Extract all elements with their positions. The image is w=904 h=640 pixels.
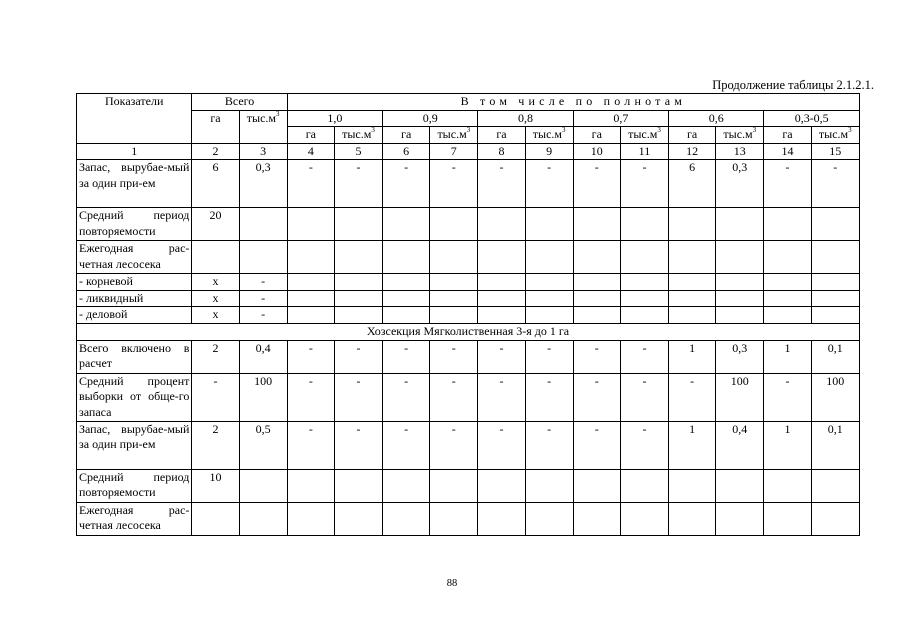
unit-volume-superscript: 3 bbox=[562, 126, 566, 134]
table-row bbox=[77, 274, 860, 291]
table-row bbox=[77, 373, 860, 421]
table-cell: 0,4 bbox=[716, 421, 764, 469]
table-cell: - bbox=[478, 340, 525, 373]
table-cell: - bbox=[573, 373, 620, 421]
header-density-4: 0,6 bbox=[669, 110, 764, 127]
table-cell: - bbox=[669, 373, 716, 421]
table-cell bbox=[383, 274, 430, 291]
table-cell: - bbox=[620, 340, 668, 373]
table-cell: - bbox=[764, 373, 811, 421]
table-cell: - bbox=[334, 421, 382, 469]
column-number: 5 bbox=[334, 143, 382, 160]
table-cell bbox=[669, 469, 716, 502]
table-cell bbox=[525, 307, 573, 324]
column-number: 12 bbox=[669, 143, 716, 160]
table-cell bbox=[811, 469, 859, 502]
table-cell: - bbox=[287, 160, 334, 208]
table-cell bbox=[478, 208, 525, 241]
header-density-ha: га bbox=[478, 127, 525, 144]
header-density-1: 0,9 bbox=[383, 110, 478, 127]
table-cell: х bbox=[192, 290, 239, 307]
section-title: Хозсекция Мягколиственная 3-я до 1 га bbox=[77, 323, 860, 340]
header-density-ha: га bbox=[669, 127, 716, 144]
table-cell bbox=[669, 274, 716, 291]
column-number: 6 bbox=[383, 143, 430, 160]
unit-volume-superscript: 3 bbox=[276, 110, 280, 118]
table-cell: х bbox=[192, 274, 239, 291]
page-number: 88 bbox=[446, 578, 458, 589]
table-cell bbox=[525, 469, 573, 502]
row-label: Запас, вырубае-мый за один при-ем bbox=[77, 421, 192, 469]
table-cell bbox=[478, 241, 525, 274]
table-cell: 0,5 bbox=[239, 421, 287, 469]
table-row bbox=[77, 307, 860, 324]
header-density-2: 0,8 bbox=[478, 110, 573, 127]
table-cell bbox=[669, 307, 716, 324]
table-cell bbox=[287, 290, 334, 307]
row-label: Ежегодная рас-четная лесосека bbox=[77, 241, 192, 274]
table-cell bbox=[620, 307, 668, 324]
table-cell bbox=[287, 241, 334, 274]
column-number: 7 bbox=[430, 143, 478, 160]
column-number: 14 bbox=[764, 143, 811, 160]
table-cell bbox=[430, 469, 478, 502]
header-density-ha: га bbox=[764, 127, 811, 144]
unit-volume-superscript: 3 bbox=[752, 126, 757, 134]
row-label: Средний период повторяемости bbox=[77, 469, 192, 502]
table-row bbox=[77, 340, 860, 373]
table-cell bbox=[287, 469, 334, 502]
table-cell bbox=[669, 502, 716, 535]
header-density-5: 0,3-0,5 bbox=[764, 110, 860, 127]
unit-volume-text: тыс.м bbox=[342, 127, 372, 141]
table-cell bbox=[383, 502, 430, 535]
table-cell bbox=[716, 208, 764, 241]
table-cell: - bbox=[430, 160, 478, 208]
table-header bbox=[77, 94, 860, 160]
table-cell: 1 bbox=[669, 340, 716, 373]
column-number: 3 bbox=[239, 143, 287, 160]
table-cell: - bbox=[334, 160, 382, 208]
table-cell bbox=[383, 469, 430, 502]
table-row bbox=[77, 502, 860, 535]
table-cell bbox=[334, 502, 382, 535]
table-cell: - bbox=[287, 373, 334, 421]
table-cell bbox=[383, 241, 430, 274]
table-cell bbox=[620, 274, 668, 291]
table-cell bbox=[334, 469, 382, 502]
table-cell: - bbox=[383, 340, 430, 373]
table-cell bbox=[334, 290, 382, 307]
table-cell bbox=[287, 274, 334, 291]
table-cell bbox=[620, 502, 668, 535]
table-cell bbox=[525, 274, 573, 291]
table-cell: - bbox=[430, 421, 478, 469]
header-indicators: Показатели bbox=[77, 94, 192, 144]
table-cell: 1 bbox=[764, 340, 811, 373]
table-body bbox=[77, 160, 860, 536]
table-cell bbox=[239, 469, 287, 502]
table-cell bbox=[716, 469, 764, 502]
table-cell: - bbox=[478, 160, 525, 208]
header-density-ha: га bbox=[287, 127, 334, 144]
table-cell: х bbox=[192, 307, 239, 324]
table-cell bbox=[811, 502, 859, 535]
table-cell bbox=[478, 469, 525, 502]
table-caption: Продолжение таблицы 2.1.2.1. bbox=[712, 78, 874, 92]
row-label: - деловой bbox=[77, 307, 192, 324]
row-label: Ежегодная рас-четная лесосека bbox=[77, 502, 192, 535]
table-cell: - bbox=[287, 340, 334, 373]
header-density-vol bbox=[811, 127, 859, 144]
table-cell bbox=[334, 241, 382, 274]
unit-volume-superscript: 3 bbox=[848, 126, 852, 134]
table-row bbox=[77, 160, 860, 208]
row-label: Средний период повторяемости bbox=[77, 208, 192, 241]
table-cell bbox=[525, 502, 573, 535]
table-cell bbox=[525, 241, 573, 274]
unit-volume-text: тыс.м bbox=[818, 127, 849, 141]
table-cell bbox=[430, 274, 478, 291]
table-cell: - bbox=[525, 421, 573, 469]
table-cell bbox=[669, 290, 716, 307]
header-density-vol bbox=[716, 127, 764, 144]
table-cell: - bbox=[383, 373, 430, 421]
table-cell: - bbox=[192, 373, 239, 421]
unit-volume-superscript: 3 bbox=[371, 126, 375, 134]
column-number: 15 bbox=[811, 143, 859, 160]
header-density-vol bbox=[430, 127, 478, 144]
table-cell: 6 bbox=[669, 160, 716, 208]
unit-volume-text: тыс.м bbox=[246, 110, 277, 125]
table-cell bbox=[573, 208, 620, 241]
table-cell bbox=[764, 208, 811, 241]
header-total-vol bbox=[239, 110, 287, 143]
table-cell: - bbox=[573, 160, 620, 208]
table-cell: - bbox=[811, 160, 859, 208]
table-cell: - bbox=[239, 274, 287, 291]
table-cell: 20 bbox=[192, 208, 239, 241]
table-cell: - bbox=[334, 340, 382, 373]
table-cell: 0,3 bbox=[716, 340, 764, 373]
table-cell: - bbox=[525, 160, 573, 208]
header-density-vol bbox=[525, 127, 573, 144]
table-cell bbox=[287, 502, 334, 535]
table-row bbox=[77, 208, 860, 241]
table-cell: - bbox=[573, 421, 620, 469]
column-number: 8 bbox=[478, 143, 525, 160]
column-number: 13 bbox=[716, 143, 764, 160]
header-density-ha: га bbox=[383, 127, 430, 144]
table-cell bbox=[716, 307, 764, 324]
table-cell bbox=[620, 208, 668, 241]
unit-volume-superscript: 3 bbox=[466, 126, 471, 134]
table-cell bbox=[239, 208, 287, 241]
table-cell: 1 bbox=[669, 421, 716, 469]
table-cell: - bbox=[620, 160, 668, 208]
header-total: Всего bbox=[192, 94, 287, 111]
table-row bbox=[77, 241, 860, 274]
table-cell: 100 bbox=[811, 373, 859, 421]
table-cell bbox=[383, 307, 430, 324]
table-cell bbox=[573, 307, 620, 324]
table-cell: 6 bbox=[192, 160, 239, 208]
table-cell bbox=[383, 208, 430, 241]
column-number: 1 bbox=[77, 143, 192, 160]
table-cell bbox=[811, 208, 859, 241]
table-cell bbox=[669, 208, 716, 241]
table-cell bbox=[716, 502, 764, 535]
table-cell: 0,4 bbox=[239, 340, 287, 373]
header-density-vol bbox=[334, 127, 382, 144]
table-cell bbox=[573, 274, 620, 291]
table-cell bbox=[716, 274, 764, 291]
column-number: 10 bbox=[573, 143, 620, 160]
header-by-density: В том числе по полнотам bbox=[287, 94, 859, 111]
table-cell: 0,1 bbox=[811, 421, 859, 469]
table-cell bbox=[478, 290, 525, 307]
table-cell bbox=[525, 290, 573, 307]
table-cell: - bbox=[478, 373, 525, 421]
table-cell bbox=[239, 241, 287, 274]
table-cell bbox=[334, 208, 382, 241]
table-cell: 0,3 bbox=[239, 160, 287, 208]
column-number: 9 bbox=[525, 143, 573, 160]
table-row bbox=[77, 469, 860, 502]
header-density-0: 1,0 bbox=[287, 110, 382, 127]
table-cell bbox=[239, 502, 287, 535]
table-cell bbox=[764, 290, 811, 307]
table-cell bbox=[430, 307, 478, 324]
table-cell bbox=[287, 208, 334, 241]
table-cell bbox=[764, 307, 811, 324]
table-cell bbox=[811, 274, 859, 291]
header-density-vol bbox=[620, 127, 668, 144]
table-cell bbox=[811, 241, 859, 274]
table-cell: - bbox=[239, 307, 287, 324]
table-cell: 1 bbox=[764, 421, 811, 469]
unit-volume-superscript: 3 bbox=[657, 126, 661, 134]
table-cell bbox=[430, 208, 478, 241]
table-cell bbox=[478, 274, 525, 291]
table-cell: 100 bbox=[716, 373, 764, 421]
table-cell bbox=[430, 241, 478, 274]
table-cell bbox=[334, 274, 382, 291]
table-cell: - bbox=[287, 421, 334, 469]
header-total-ha: га bbox=[192, 110, 239, 143]
table-cell bbox=[430, 502, 478, 535]
header-density-ha: га bbox=[573, 127, 620, 144]
table-cell bbox=[478, 307, 525, 324]
table-cell: - bbox=[764, 160, 811, 208]
table-cell bbox=[764, 241, 811, 274]
table-cell: 10 bbox=[192, 469, 239, 502]
table-cell: - bbox=[620, 421, 668, 469]
table-cell: - bbox=[430, 340, 478, 373]
table-cell bbox=[192, 241, 239, 274]
table-cell bbox=[764, 469, 811, 502]
section-row bbox=[77, 323, 860, 340]
column-number: 11 bbox=[620, 143, 668, 160]
column-number: 2 bbox=[192, 143, 239, 160]
unit-volume-text: тыс.м bbox=[723, 127, 753, 141]
row-label: - ликвидный bbox=[77, 290, 192, 307]
table-cell bbox=[620, 290, 668, 307]
table-cell: - bbox=[525, 340, 573, 373]
table-cell bbox=[573, 290, 620, 307]
table-cell: 0,3 bbox=[716, 160, 764, 208]
table-cell bbox=[620, 469, 668, 502]
table-cell: - bbox=[430, 373, 478, 421]
table-cell: 2 bbox=[192, 340, 239, 373]
table-cell bbox=[811, 307, 859, 324]
table-cell bbox=[383, 290, 430, 307]
table-cell bbox=[669, 241, 716, 274]
table-cell: - bbox=[573, 340, 620, 373]
table-cell bbox=[764, 274, 811, 291]
forest-harvest-table bbox=[76, 93, 860, 536]
row-label: Средний процент выборки от обще-го запаса bbox=[77, 373, 192, 421]
table-cell bbox=[764, 502, 811, 535]
table-cell: - bbox=[620, 373, 668, 421]
table-cell: - bbox=[334, 373, 382, 421]
table-cell bbox=[525, 208, 573, 241]
table-cell bbox=[811, 290, 859, 307]
table-cell bbox=[620, 241, 668, 274]
unit-volume-text: тыс.м bbox=[437, 127, 467, 141]
row-label: - корневой bbox=[77, 274, 192, 291]
table-cell bbox=[287, 307, 334, 324]
header-density-3: 0,7 bbox=[573, 110, 668, 127]
table-cell: - bbox=[383, 421, 430, 469]
unit-volume-text: тыс.м bbox=[532, 127, 562, 141]
table-row bbox=[77, 290, 860, 307]
column-number: 4 bbox=[287, 143, 334, 160]
table-cell bbox=[716, 290, 764, 307]
unit-volume-text: тыс.м bbox=[628, 127, 658, 141]
table-cell bbox=[573, 502, 620, 535]
table-cell bbox=[192, 502, 239, 535]
table-cell: - bbox=[525, 373, 573, 421]
table-cell: - bbox=[478, 421, 525, 469]
table-cell: 0,1 bbox=[811, 340, 859, 373]
table-cell bbox=[430, 290, 478, 307]
table-cell bbox=[478, 502, 525, 535]
row-label: Всего включено в расчет bbox=[77, 340, 192, 373]
table-cell: 100 bbox=[239, 373, 287, 421]
table-cell: - bbox=[383, 160, 430, 208]
table-cell bbox=[334, 307, 382, 324]
table-cell: 2 bbox=[192, 421, 239, 469]
table-row bbox=[77, 421, 860, 469]
table-cell bbox=[573, 241, 620, 274]
row-label: Запас, вырубае-мый за один при-ем bbox=[77, 160, 192, 208]
table-cell bbox=[716, 241, 764, 274]
table-cell bbox=[573, 469, 620, 502]
table-cell: - bbox=[239, 290, 287, 307]
